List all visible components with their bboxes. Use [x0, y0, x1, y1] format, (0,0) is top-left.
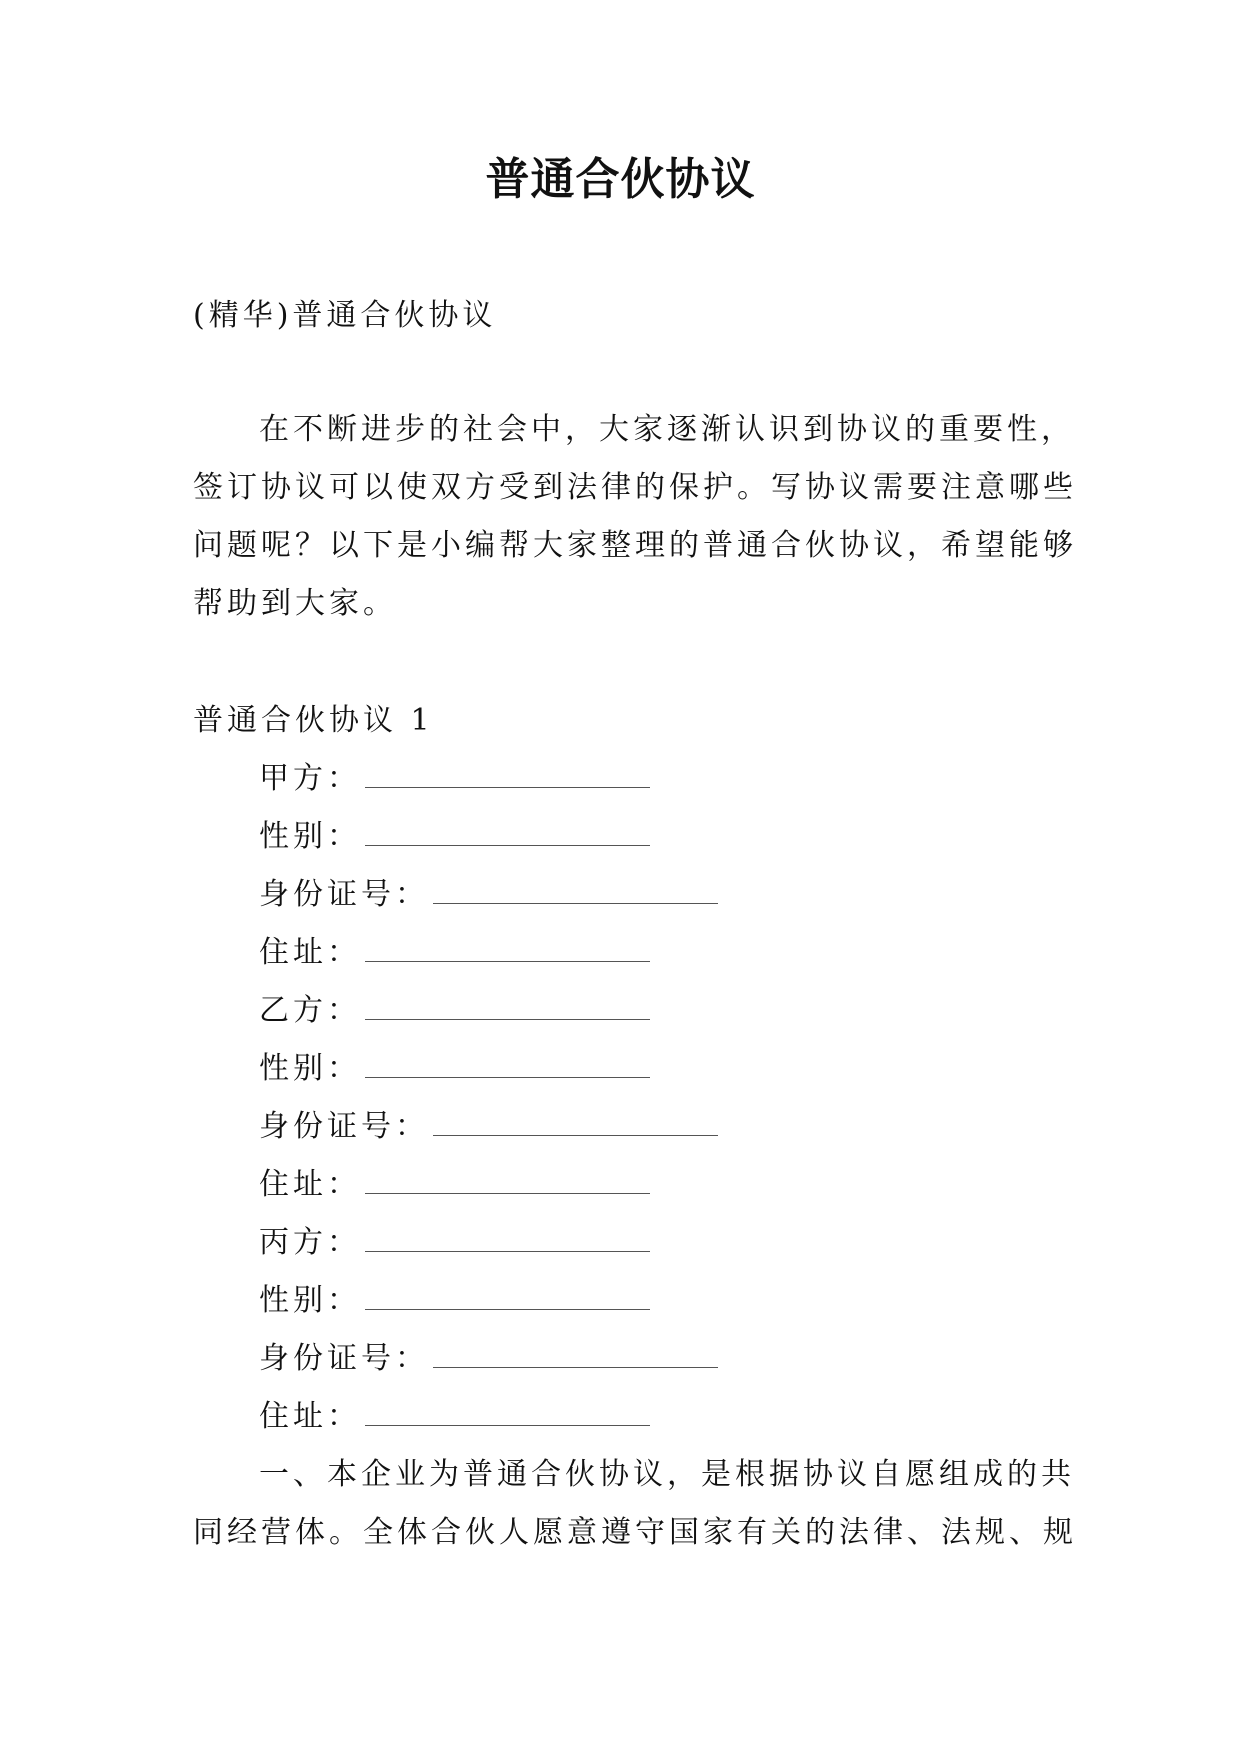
party-b-gender-label: 性别： [259, 1051, 361, 1086]
party-c-field [259, 1223, 650, 1263]
clause-line-2: 同经营体。全体合伙人愿意遵守国家有关的法律、法规、规 [193, 1515, 1077, 1550]
party-c-blank [365, 1249, 650, 1252]
party-c-id-blank [433, 1365, 718, 1368]
party-b-id-blank [433, 1133, 718, 1136]
party-a-id-blank [433, 901, 718, 904]
party-c-id-field [259, 1339, 718, 1379]
party-a-address-field [259, 933, 650, 973]
party-b-address-label: 住址： [259, 1167, 361, 1202]
party-b-id-label: 身份证号： [259, 1109, 429, 1144]
party-b-address-field [259, 1165, 650, 1205]
intro-line-3: 问题呢？以下是小编帮大家整理的普通合伙协议，希望能够 [193, 528, 1077, 563]
party-a-id-field [259, 875, 718, 915]
document-subtitle: (精华)普通合伙协议 [193, 298, 497, 333]
intro-line-1: 在不断进步的社会中，大家逐渐认识到协议的重要性， [259, 412, 1075, 447]
party-b-gender-blank [365, 1075, 650, 1078]
party-b-address-blank [365, 1191, 650, 1194]
party-c-gender-blank [365, 1307, 650, 1310]
clause-line-1: 一、本企业为普通合伙协议，是根据协议自愿组成的共 [259, 1457, 1075, 1492]
document-title: 普通合伙协议 [485, 154, 756, 205]
party-c-gender-field [259, 1281, 650, 1321]
intro-line-4: 帮助到大家。 [193, 586, 397, 621]
party-a-gender-field [259, 817, 650, 857]
party-a-blank [365, 785, 650, 788]
party-a-address-label: 住址： [259, 935, 361, 970]
party-a-field [259, 759, 650, 799]
party-a-label: 甲方： [259, 761, 361, 796]
party-c-gender-label: 性别： [259, 1283, 361, 1318]
party-c-address-field [259, 1397, 650, 1437]
party-a-gender-label: 性别： [259, 819, 361, 854]
party-b-id-field [259, 1107, 718, 1147]
party-b-blank [365, 1017, 650, 1020]
party-c-address-blank [365, 1423, 650, 1426]
section-heading: 普通合伙协议 1 [193, 703, 434, 738]
party-b-gender-field [259, 1049, 650, 1089]
intro-line-2: 签订协议可以使双方受到法律的保护。写协议需要注意哪些 [193, 470, 1077, 505]
party-a-id-label: 身份证号： [259, 877, 429, 912]
party-a-address-blank [365, 959, 650, 962]
party-c-id-label: 身份证号： [259, 1341, 429, 1376]
party-b-label: 乙方： [259, 993, 361, 1028]
party-c-label: 丙方： [259, 1225, 361, 1260]
party-b-field [259, 991, 650, 1031]
party-a-gender-blank [365, 843, 650, 846]
party-c-address-label: 住址： [259, 1399, 361, 1434]
